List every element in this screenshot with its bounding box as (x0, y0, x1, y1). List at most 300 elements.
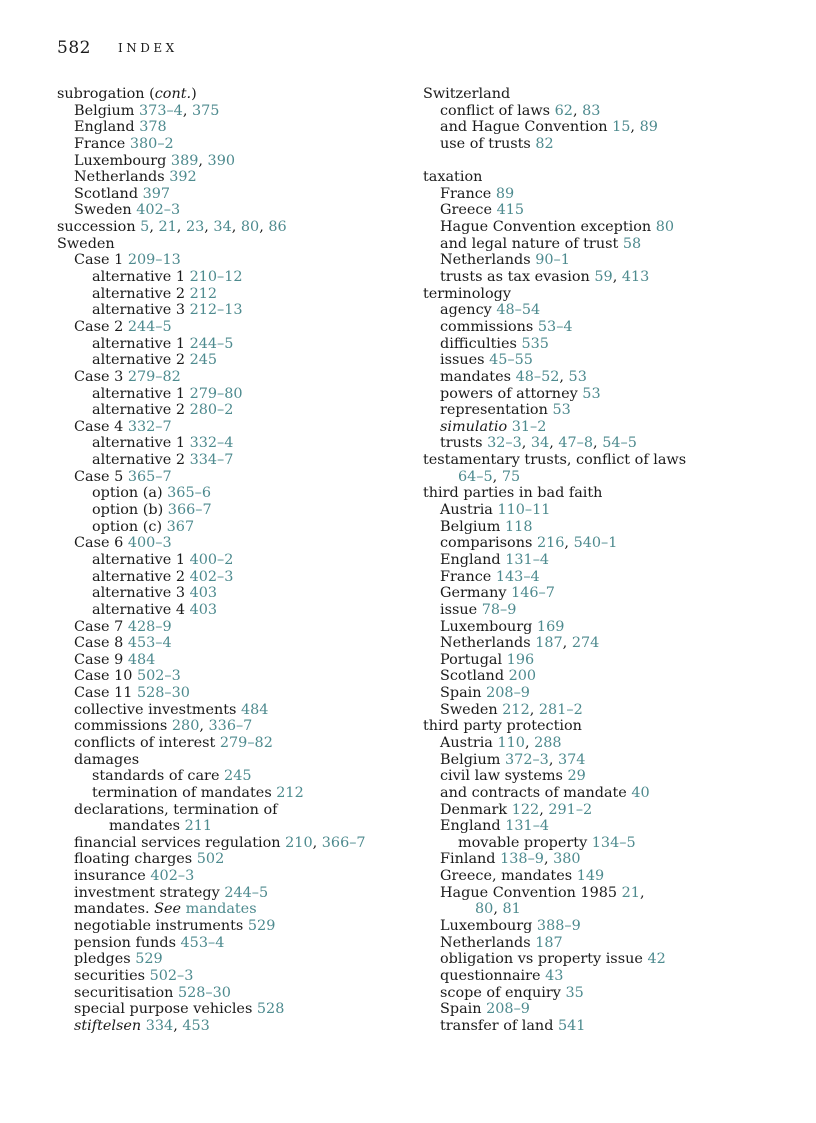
index-term: Netherlands (440, 635, 531, 652)
index-term: Scotland (440, 668, 505, 685)
index-entry (57, 885, 407, 902)
index-term: Sweden (440, 701, 498, 718)
index-term: damages (74, 751, 140, 768)
index-term: Germany (440, 585, 507, 602)
page-reference-link[interactable]: 32–3 (487, 435, 522, 452)
page-reference-link[interactable]: 53 (552, 402, 571, 419)
page-reference-link[interactable]: 64–5 (458, 468, 493, 485)
index-entry (57, 252, 407, 269)
page-reference-link[interactable]: 43 (545, 967, 564, 984)
index-term: and contracts of mandate (440, 784, 627, 801)
index-term: powers of attorney (440, 385, 578, 402)
index-entry (57, 685, 407, 702)
page-reference-link[interactable]: 403 (189, 601, 218, 618)
page-reference-link[interactable]: 210–12 (189, 269, 243, 286)
index-term: Case 11 (74, 685, 133, 702)
page-reference-link[interactable]: 375 (192, 102, 220, 119)
index-term: declarations, termination of (74, 801, 278, 818)
page-reference-link[interactable]: 378 (139, 119, 167, 136)
index-term: option (c) (92, 518, 163, 535)
index-term: alternative 3 (92, 302, 185, 319)
page-reference-link[interactable]: 187 (535, 635, 563, 652)
page-reference-link[interactable]: 89 (495, 185, 515, 202)
index-entry (423, 1001, 813, 1018)
page-reference-link[interactable]: 400–2 (189, 551, 234, 568)
page-reference-link[interactable]: 484 (240, 701, 269, 718)
index-term: alternative 2 (92, 402, 185, 419)
index-entry (57, 619, 407, 636)
index-entry (57, 735, 407, 752)
index-entry (423, 619, 813, 636)
index-entry: 80, 81 (475, 901, 521, 918)
index-entry (423, 202, 813, 219)
index-term: France (74, 135, 126, 152)
page-reference-link[interactable]: 367 (166, 518, 195, 535)
running-head: INDEX (118, 41, 178, 55)
index-entry (423, 236, 813, 253)
index-entry: subrogation (cont.) (57, 86, 197, 102)
index-entry (423, 668, 813, 685)
index-term: alternative 3 (92, 585, 185, 602)
page-reference-link[interactable]: 413 (621, 269, 650, 286)
index-entry (57, 236, 407, 253)
page-reference-link[interactable]: 21 (621, 884, 640, 901)
index-term: Case 6 (74, 535, 124, 552)
index-entry (423, 352, 813, 369)
index-term: Netherlands (74, 169, 165, 186)
index-entry: Belgium 372–3, 374 (440, 751, 586, 768)
index-term: Case 3 (74, 368, 124, 385)
index-term: option (b) (92, 502, 164, 519)
index-term: pension funds (74, 934, 176, 951)
page-reference-link[interactable]: 280–2 (189, 402, 234, 419)
page-reference-link[interactable]: 212–13 (189, 302, 243, 319)
page-reference-link[interactable]: 528–30 (177, 984, 231, 1001)
page-reference-link[interactable]: 45–55 (489, 352, 533, 369)
page-reference-link[interactable]: 200 (508, 668, 537, 685)
page-reference-link[interactable]: 388–9 (536, 918, 581, 935)
index-entry: Belgium 373–4, 375 (74, 102, 220, 119)
page-reference-link[interactable]: 78–9 (481, 601, 517, 618)
page-reference-link[interactable]: 280 (171, 718, 200, 735)
index-term: commissions (74, 718, 168, 735)
index-term: alternative 4 (92, 601, 185, 618)
page-reference-link[interactable]: 40 (631, 784, 650, 801)
page-reference-link[interactable]: 244–5 (224, 884, 269, 901)
index-term: mandates. (74, 901, 150, 918)
index-term: transfer of land (440, 1017, 554, 1034)
page-reference-link[interactable]: 118 (505, 518, 533, 535)
page-reference-link[interactable]: 80 (240, 219, 260, 236)
page-reference-link[interactable]: 365–7 (127, 468, 172, 485)
page-reference-link[interactable]: 59 (594, 269, 613, 286)
page-reference-link[interactable]: 208–9 (486, 685, 530, 702)
page-reference-link[interactable]: 245 (189, 352, 218, 369)
index-entry (423, 386, 813, 403)
index-term: trusts (440, 435, 483, 452)
page-reference-link[interactable]: 244–5 (189, 335, 234, 352)
page-reference-link[interactable]: 528–30 (136, 685, 190, 702)
page-reference-link[interactable]: 35 (565, 984, 584, 1001)
index-term: commissions (440, 318, 534, 335)
index-term: Portugal (440, 651, 503, 668)
index-term: simulatio (440, 418, 508, 435)
index-entry: Sweden 212, 281–2 (440, 701, 583, 718)
page-reference-link[interactable]: 244–5 (127, 318, 172, 335)
index-term: trusts as tax evasion (440, 269, 590, 286)
page-reference-link[interactable]: 453–4 (180, 934, 225, 951)
index-entry (57, 569, 407, 586)
page-reference-link[interactable]: 380–2 (129, 135, 174, 152)
page-reference-link[interactable]: 131–4 (505, 551, 550, 568)
page-reference-link[interactable]: 389 (170, 152, 199, 169)
index-entry: commissions 280, 336–7 (74, 718, 253, 735)
index-entry: comparisons 216, 540–1 (440, 535, 618, 552)
index-term: insurance (74, 868, 146, 885)
index-term: Belgium (440, 751, 501, 768)
page-reference-link[interactable]: 484 (127, 651, 156, 668)
index-entry (423, 86, 813, 103)
index-term: Luxembourg (440, 618, 533, 635)
index-term: alternative 1 (92, 385, 185, 402)
index-entry (423, 336, 813, 353)
page-reference-link[interactable]: 21 (158, 219, 177, 236)
page-reference-link[interactable]: 245 (224, 768, 252, 785)
index-entry (57, 136, 407, 153)
page-reference-link[interactable]: 397 (142, 185, 171, 202)
index-term: and Hague Convention (440, 119, 608, 136)
index-term: conflict of laws (440, 102, 551, 119)
page-reference-link[interactable]: 529 (135, 951, 163, 968)
page-reference-link[interactable]: 291–2 (548, 801, 593, 818)
page-reference-link[interactable]: 209–13 (127, 252, 181, 269)
page-reference-link[interactable]: 402–3 (136, 202, 181, 219)
index-entry (57, 485, 407, 502)
page-reference-link[interactable]: 90–1 (535, 252, 570, 269)
index-entry: Luxembourg 389, 390 (74, 152, 236, 169)
index-entry (423, 252, 813, 269)
index-term: Belgium (74, 102, 135, 119)
page-reference-link[interactable]: 53–4 (537, 318, 573, 335)
page-reference-link[interactable]: 210 (285, 834, 313, 851)
index-term: conflicts of interest (74, 734, 216, 751)
index-term: England (74, 119, 135, 136)
index-term: Austria (440, 734, 493, 751)
page-reference-link[interactable]: 540–1 (573, 535, 618, 552)
index-term: Greece, mandates (440, 868, 573, 885)
index-entry: Hague Convention 1985 21, (440, 884, 645, 901)
page-reference-link[interactable]: 83 (582, 102, 601, 119)
index-entry (423, 519, 813, 536)
page-reference-link[interactable]: 48–52 (515, 368, 560, 385)
page-reference-link[interactable]: 274 (571, 635, 600, 652)
page-reference-link[interactable]: 529 (247, 918, 276, 935)
index-term: movable property (458, 834, 588, 851)
index-entry (423, 785, 813, 802)
page-reference-link[interactable]: 89 (639, 119, 658, 136)
page-reference-link[interactable]: 380 (553, 851, 581, 868)
page-reference-link[interactable]: 212 (502, 701, 530, 718)
index-entry (57, 319, 407, 336)
page-reference-link[interactable]: 81 (502, 901, 521, 918)
page-reference-link[interactable]: 134–5 (591, 834, 636, 851)
index-entry (57, 918, 407, 935)
page-reference-link[interactable]: 146–7 (511, 585, 555, 602)
page-reference-link[interactable]: 279–82 (219, 734, 273, 751)
index-entry (57, 269, 407, 286)
page-reference-link[interactable]: 502–3 (136, 668, 181, 685)
index-entry (57, 635, 407, 652)
index-term: use of trusts (440, 135, 531, 152)
index-entry: Denmark 122, 291–2 (440, 801, 593, 818)
index-term: Case 5 (74, 468, 124, 485)
page-reference-link[interactable]: 336–7 (208, 718, 253, 735)
page-reference-link[interactable]: 366–7 (167, 502, 212, 519)
page-reference-link[interactable]: 211 (184, 818, 213, 835)
page-reference-link[interactable]: 42 (647, 951, 666, 968)
page-reference-link[interactable]: 23 (185, 219, 205, 236)
index-entry (57, 402, 407, 419)
index-entry: financial services regulation 210, 366–7 (74, 834, 366, 851)
page-reference-link[interactable]: 541 (558, 1017, 586, 1034)
page-reference-link[interactable]: 58 (622, 235, 642, 252)
index-entry (57, 752, 407, 769)
page-reference-link[interactable]: 502–3 (149, 967, 194, 984)
index-entry (423, 835, 813, 852)
index-entry (423, 402, 813, 419)
index-term: taxation (423, 169, 483, 186)
page-reference-link[interactable]: 80 (475, 901, 494, 918)
page-reference-link[interactable]: 453–4 (127, 635, 172, 652)
index-term: terminology (423, 285, 511, 302)
page-reference-link[interactable]: 334–7 (189, 452, 234, 469)
index-term: questionnaire (440, 967, 541, 984)
index-entry (423, 818, 813, 835)
index-term: scope of enquiry (440, 984, 561, 1001)
cross-reference-link[interactable]: mandates (185, 901, 257, 918)
page-reference-link[interactable]: 196 (506, 651, 535, 668)
page-reference-link[interactable]: 131–4 (505, 818, 550, 835)
index-term: Case 8 (74, 635, 124, 652)
index-term: termination of mandates (92, 784, 272, 801)
index-term: third party protection (423, 718, 582, 735)
page-reference-link[interactable]: 53 (568, 368, 587, 385)
page-reference-link[interactable]: 502 (196, 851, 225, 868)
page-reference-link[interactable]: 392 (169, 169, 197, 186)
index-term: Case 7 (74, 618, 124, 635)
index-term: Case 4 (74, 418, 124, 435)
index-entry (57, 552, 407, 569)
page-reference-link[interactable]: 34 (530, 435, 550, 452)
index-entry (423, 868, 813, 885)
index-term: Spain (440, 685, 482, 702)
index-term: financial services regulation (74, 834, 281, 851)
index-entry (57, 768, 407, 785)
index-term: difficulties (440, 335, 517, 352)
index-entry: Finland 138–9, 380 (440, 851, 581, 868)
index-entry (57, 452, 407, 469)
page-reference-link[interactable]: 288 (534, 734, 562, 751)
index-term: Case 2 (74, 318, 124, 335)
index-entry (57, 1001, 407, 1018)
page-reference-link[interactable]: 110–11 (497, 502, 551, 519)
index-term: floating charges (74, 851, 193, 868)
index-entry (57, 435, 407, 452)
index-term: Sweden (74, 202, 132, 219)
index-entry (57, 302, 407, 319)
index-term: Netherlands (440, 934, 531, 951)
page-reference-link[interactable]: 48–54 (496, 302, 541, 319)
index-term: Case 10 (74, 668, 133, 685)
page-reference-link[interactable]: 80 (655, 219, 675, 236)
index-term: subrogation (57, 86, 150, 102)
index-term: alternative 2 (92, 568, 185, 585)
page-reference-link[interactable]: 15 (612, 119, 631, 136)
index-entry (57, 785, 407, 802)
page-reference-link[interactable]: 212 (276, 784, 304, 801)
page-reference-link[interactable]: 372–3 (505, 751, 549, 768)
index-entry (423, 419, 813, 436)
index-term: Case 9 (74, 651, 124, 668)
index-term: issues (440, 352, 485, 369)
index-entry (57, 336, 407, 353)
page-reference-link[interactable]: 53 (582, 385, 601, 402)
index-term: Belgium (440, 518, 501, 535)
page-reference-link[interactable]: 34 (213, 219, 232, 236)
index-term: Luxembourg (440, 918, 533, 935)
index-term-qualifier: cont. (154, 86, 192, 102)
page-reference-link[interactable]: 29 (567, 768, 586, 785)
page-reference-link[interactable]: 279–82 (127, 368, 181, 385)
index-entry (423, 485, 813, 502)
index-entry (57, 419, 407, 436)
page-reference-link[interactable]: 332–4 (189, 435, 234, 452)
page-reference-link[interactable]: 5 (140, 219, 150, 236)
index-entry: mandates 48–52, 53 (440, 368, 587, 385)
page-reference-link[interactable]: 415 (496, 202, 525, 219)
page-reference-link[interactable]: 31–2 (511, 418, 547, 435)
page-reference-link[interactable]: 528 (256, 1001, 285, 1018)
index-term: civil law systems (440, 768, 563, 785)
index-entry (57, 386, 407, 403)
index-entry (423, 602, 813, 619)
page-reference-link[interactable]: 216 (536, 535, 565, 552)
index-column-right (423, 86, 813, 1035)
index-entry (423, 768, 813, 785)
index-term: testamentary trusts, conflict of laws (423, 452, 687, 469)
index-term: option (a) (92, 485, 163, 502)
index-entry (423, 552, 813, 569)
index-entry (423, 951, 813, 968)
index-term: France (440, 568, 492, 585)
index-term: Austria (440, 502, 493, 519)
page-reference-link[interactable]: 373–4 (139, 102, 183, 119)
index-entry (423, 718, 813, 735)
index-term: standards of care (92, 768, 220, 785)
page-reference-link[interactable]: 169 (536, 618, 565, 635)
index-term: comparisons (440, 535, 533, 552)
index-term: alternative 1 (92, 551, 185, 568)
index-entry: conflict of laws 62, 83 (440, 102, 601, 119)
index-entry (423, 286, 813, 303)
index-entry (57, 585, 407, 602)
page-reference-link[interactable]: 138–9 (500, 851, 544, 868)
index-entry (57, 702, 407, 719)
page-reference-link[interactable]: 402–3 (150, 868, 195, 885)
index-term: Case 1 (74, 252, 124, 269)
page-reference-link[interactable]: 334 (145, 1017, 174, 1034)
index-entry (57, 818, 407, 835)
index-entry: and Hague Convention 15, 89 (440, 119, 658, 136)
page-reference-link[interactable]: 366–7 (321, 834, 366, 851)
index-term: negotiable instruments (74, 918, 244, 935)
index-term: England (440, 551, 501, 568)
index-entry (57, 935, 407, 952)
page-reference-link[interactable]: 208–9 (486, 1001, 530, 1018)
index-entry: trusts 32–3, 34, 47–8, 54–5 (440, 435, 637, 452)
index-term: obligation vs property issue (440, 951, 643, 968)
index-entry (423, 935, 813, 952)
page-reference-link[interactable]: 47–8 (558, 435, 594, 452)
index-term: succession (57, 219, 136, 236)
index-entry (57, 369, 407, 386)
page-reference-link[interactable]: 332–7 (127, 418, 172, 435)
page-reference-link[interactable]: 187 (535, 934, 563, 951)
page-reference-link[interactable]: 403 (189, 585, 218, 602)
index-entry (57, 519, 407, 536)
index-entry (57, 968, 407, 985)
index-entry: Netherlands 187, 274 (440, 635, 600, 652)
index-term: mandates (109, 818, 180, 835)
page-reference-link[interactable]: 54–5 (602, 435, 637, 452)
page-reference-link[interactable]: 279–80 (189, 385, 243, 402)
page-reference-link[interactable]: 122 (511, 801, 540, 818)
page-reference-link[interactable]: 453 (182, 1017, 210, 1034)
index-term: alternative 2 (92, 285, 185, 302)
page-reference-link[interactable]: 149 (576, 868, 605, 885)
index-term: Netherlands (440, 252, 531, 269)
index-entry (423, 652, 813, 669)
page-reference-link[interactable]: 400–3 (127, 535, 172, 552)
index-term: pledges (74, 951, 131, 968)
page-reference-link[interactable]: 281–2 (538, 701, 583, 718)
page-reference-link[interactable]: 390 (207, 152, 236, 169)
page-number: 582 (57, 38, 91, 58)
index-entry (423, 452, 813, 469)
index-term: alternative 1 (92, 435, 185, 452)
page-reference-link[interactable]: 82 (535, 135, 554, 152)
page-reference-link[interactable]: 402–3 (189, 568, 234, 585)
index-term: Hague Convention exception (440, 219, 652, 236)
page-reference-link[interactable]: 374 (558, 751, 586, 768)
index-term: alternative 1 (92, 335, 185, 352)
page-reference-link[interactable]: 212 (189, 285, 218, 302)
page-reference-link[interactable]: 62 (554, 102, 573, 119)
page-reference-link[interactable]: 428–9 (127, 618, 172, 635)
page-reference-link[interactable]: 110 (497, 734, 525, 751)
index-term: special purpose vehicles (74, 1001, 253, 1018)
index-term: securitisation (74, 984, 174, 1001)
index-term: third parties in bad faith (423, 485, 603, 502)
index-term: England (440, 818, 501, 835)
index-entry: trusts as tax evasion 59, 413 (440, 269, 650, 286)
page-reference-link[interactable]: 86 (268, 219, 287, 236)
page-reference-link[interactable]: 365–6 (167, 485, 211, 502)
page-reference-link[interactable]: 75 (501, 468, 521, 485)
page-reference-link[interactable]: 535 (521, 335, 549, 352)
page-reference-link[interactable]: 143–4 (495, 568, 540, 585)
index-entry (423, 985, 813, 1002)
